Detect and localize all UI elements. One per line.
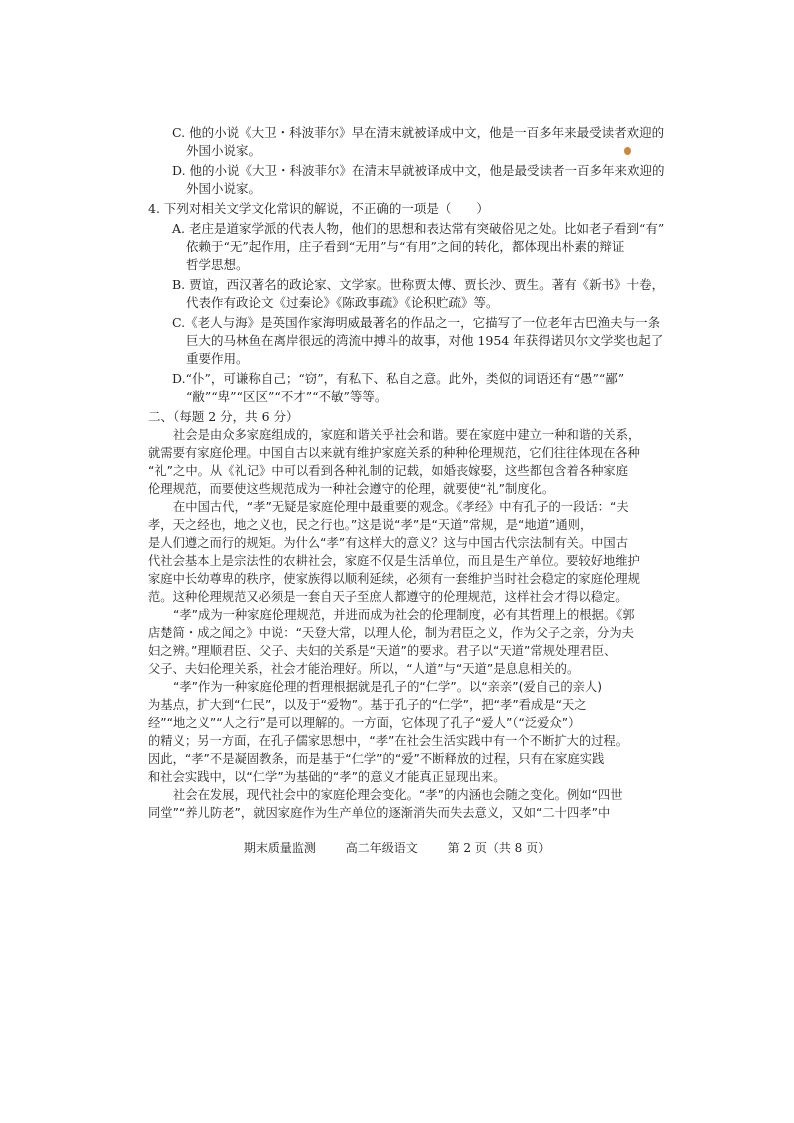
paragraph [148,786,628,822]
option [172,220,665,274]
paragraph-line: 社会是由众多家庭组成的，家庭和谐关乎社会和谐。要在家庭中建立一种和谐的关系， [173,428,641,442]
paragraph-line: 伦理规范，而要使这些规范成为一种社会遵守的伦理，就要使“礼”制度化。 [148,482,555,496]
option-line: 重要作用。 [186,351,249,366]
paragraph-line: “孝”作为一种家庭伦理的哲理根据就是孔子的“仁学”。以“亲亲”(爱自己的亲人) [173,680,603,694]
exam-page [148,124,665,822]
paragraph-line: 和社会实践中，以“仁学”为基础的“孝”的意义才能真正显现出来。 [148,770,506,784]
question-4-options [148,220,665,406]
paragraph-line: 代社会基本上是宗法性的农耕社会，家庭不仅是生活单位，而且是生产单位。要较好地维护 [148,554,640,568]
paragraph-line: 在中国古代，“孝”无疑是家庭伦理中最重要的观念。《孝经》中有孔子的一段话：“夫 [173,500,629,514]
option-line: 哲学思想。 [186,257,249,272]
paragraph-line: 因此，“孝”不是凝固教条，而是基于“仁学”的“爱”不断释放的过程，只有在家庭实践 [148,752,605,766]
paragraph-line: 范。这种伦理规范又必须是一套自天子至庶人都遵守的伦理规范，这样社会才得以稳定。 [148,590,628,604]
option [172,370,628,406]
option [172,124,665,160]
paragraph-line: 家庭中长幼尊卑的秩序，使家族得以顺利延续，必须有一套维护当时社会稳定的家庭伦理规 [148,572,640,586]
option-line: “敝”“卑”“区区”“不才”“不敏”等等。 [186,389,388,404]
option [172,314,664,368]
paragraph [148,426,641,498]
paragraph-line: 经”“地之义”“人之行”是可以理解的。一方面，它体现了孔子“爱人”（“泛爱众”） [148,716,581,730]
paragraph-line: “孝”成为一种家庭伦理规范，并进而成为社会的伦理制度，必有其哲理上的根据。《郭 [173,608,635,622]
paragraph-line: 社会在发展，现代社会中的家庭伦理会变化。“孝”的内涵也会随之变化。例如“四世 [173,788,623,802]
paragraph-line: 妇之辨。”理顺君臣、父子、夫妇的关系是“天道”的要求。君子以“天道”常规处理君臣、 [148,644,617,658]
option [172,276,665,312]
option-line: 外国小说家。 [186,181,262,196]
paragraph-line: 是人们遵之而行的规矩。为什么“孝”有这样大的意义？这与中国古代宗法制有关。中国古 [148,536,629,550]
paragraph [148,606,635,678]
section-2-heading: 二、（每题 2 分，共 6 分） [148,409,299,424]
paragraph-line: 父子、夫妇伦理关系，社会才能治理好。所以，“人道”与“天道”是息息相关的。 [148,662,580,676]
paragraph-line: “礼”之中。从《礼记》中可以看到各种礼制的记载，如婚丧嫁娶，这些都包含着各种家庭 [148,464,629,478]
page-footer [0,840,794,856]
question-4-stem: 4. 下列对相关文学文化常识的解说，不正确的一项是（ ） [148,201,489,216]
option-line: B. 贾谊，西汉著名的政论家、文学家。世称贾太傅、贾长沙、贾生。著有《新书》十卷， [172,277,665,292]
option-line: 巨大的马林鱼在离岸很远的湾流中搏斗的故事，对他 1954 年获得诺贝尔文学奖也起了 [186,333,664,348]
option-line: C. 他的小说《大卫・科波菲尔》早在清末就被译成中文，他是一百多年来最受读者欢迎的 [172,125,665,140]
paragraph-line: 店楚简・成之闻之》中说：“天登大常，以理人伦，制为君臣之义，作为父子之亲，分为夫 [148,626,634,640]
paragraph-line: 的精义；另一方面，在孔子儒家思想中，“孝”在社会生活实践中有一个不断扩大的过程。 [148,734,629,748]
option-line: 代表作有政论文《过秦论》《陈政事疏》《论积贮疏》等。 [186,295,499,310]
option-line: A. 老庄是道家学派的代表人物，他们的思想和表达常有突破俗见之处。比如老子看到“有” [172,221,665,236]
option [172,162,665,198]
footer-page-number: 第 2 页（共 8 页） [447,841,551,855]
paragraph [148,678,628,786]
paragraph-line: 就需要有家庭伦理。中国自古以来就有维护家庭关系的种种伦理规范，它们往往体现在各种 [148,446,640,460]
paragraph-line: 孝，天之经也，地之义也，民之行也。”这是说“孝”是“天道”常规，是“地道”通则， [148,518,593,532]
option-line: 依赖于“无”起作用，庄子看到“无用”与“有用”之间的转化，都体现出朴素的辩证 [186,239,625,254]
paragraph-line: 同堂”“养儿防老”，就因家庭作为生产单位的逐渐消失而失去意义，又如“二十四孝”中 [148,806,611,820]
option-line: D. 他的小说《大卫・科波菲尔》在清末早就被译成中文，他是最受读者一百多年来欢迎的 [172,163,665,178]
paragraph-line: 为基点，扩大到“仁民”，以及于“爱物”。基于孔子的“仁学”，把“孝”看成是“天之 [148,698,587,712]
footer-exam: 期末质量监测 [243,841,316,855]
option-line: D.“仆”，可谦称自己；“窃”，有私下、私自之意。此外，类似的词语还有“愚”“鄙” [172,371,625,386]
paragraph [148,498,640,606]
reading-passage [148,426,641,822]
option-line: C.《老人与海》是英国作家海明威最著名的作品之一，它描写了一位老年古巴渔夫与一条 [172,315,661,330]
option-line: 外国小说家。 [186,143,262,158]
footer-subject: 高二年级语文 [345,841,418,855]
question-3-options [148,124,665,198]
